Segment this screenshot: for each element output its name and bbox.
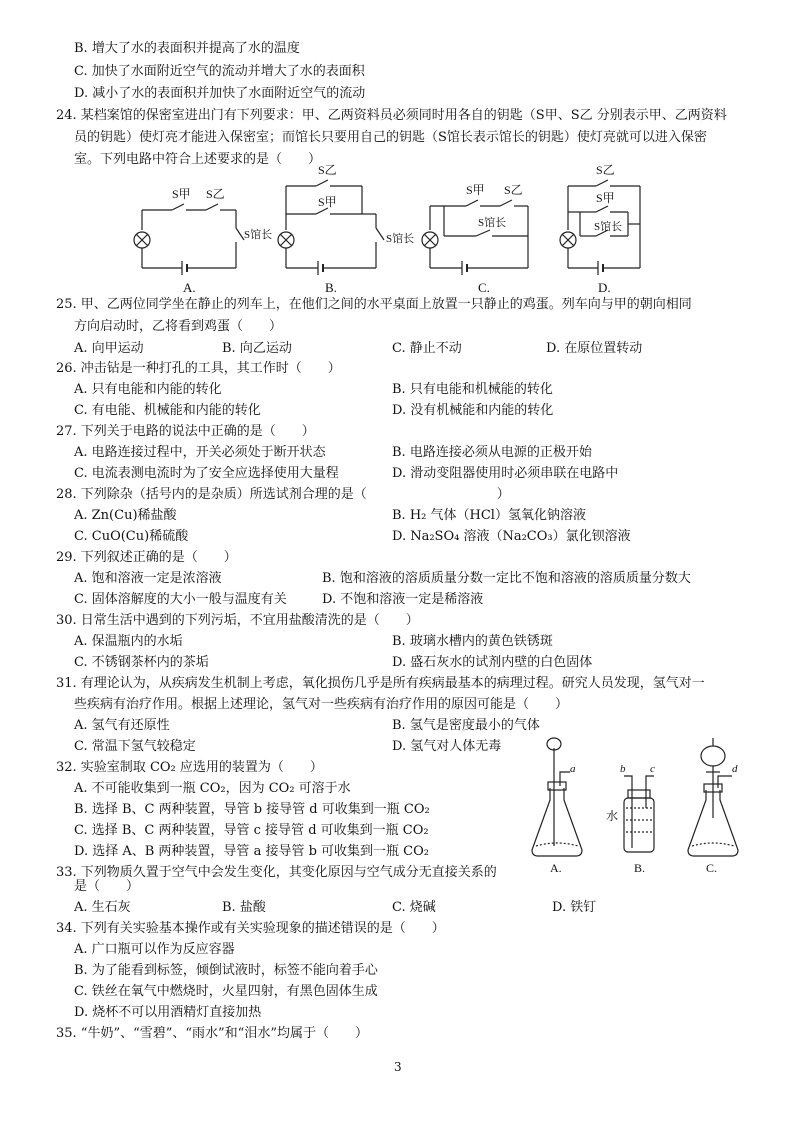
q26-option-d: D. 没有机械能和内能的转化 [392,403,554,418]
q30-option-b: B. 玻璃水槽内的黄色铁锈斑 [392,634,553,649]
q25-option-b: B. 向乙运动 [222,341,292,356]
circuit-c-s-guanzhang: S馆长 [478,217,507,229]
q34-stem: 34. 下列有关实验基本操作或有关实验现象的描述错误的是（ ） [56,921,445,936]
circuit-a-label: A. [183,280,196,295]
q30-option-a: A. 保温瓶内的水垢 [74,634,183,649]
q24-circuit-diagrams [0,158,794,298]
q28-option-a: A. Zn(Cu)稀盐酸 [74,508,177,523]
circuit-b-s-jia: S甲 [318,195,337,209]
q32-stem: 32. 实验室制取 CO₂ 应选用的装置为（ ） [56,760,323,775]
q25-option-d: D. 在原位置转动 [546,341,643,356]
circuit-d-label: D. [598,280,611,295]
q32-option-b: B. 选择 B、C 两种装置，导管 b 接导管 d 可收集到一瓶 CO₂ [74,802,430,817]
q32-option-d: D. 选择 A、B 两种装置，导管 a 接导管 b 可收集到一瓶 CO₂ [74,844,429,859]
q31-stem-line1: 31. 有理论认为，从疾病发生机制上考虑，氧化损伤几乎是所有疾病最基本的病理过程。研究人员发现，氢气对一 [56,676,705,691]
circuit-c [422,183,528,295]
circuit-b-s-guanzhang: S馆长 [386,233,415,245]
q32-option-a: A. 不可能收集到一瓶 CO₂，因为 CO₂ 可溶于水 [74,781,351,796]
q33-option-c: C. 烧碱 [392,900,436,915]
tube-b-label: b [620,763,626,775]
q27-option-b: B. 电路连接必须从电源的正极开始 [392,445,592,460]
q28-option-d: D. Na₂SO₄ 溶液（Na₂CO₃）氯化钡溶液 [392,529,631,544]
circuit-c-s-yi: S乙 [504,183,523,197]
circuit-b [278,163,414,295]
q31-option-c: C. 常温下氢气较稳定 [74,739,196,754]
q34-option-b: B. 为了能看到标签，倾倒试液时，标签不能向着手心 [74,963,378,978]
circuit-b-label: B. [325,280,337,295]
q33-option-d: D. 铁钉 [552,900,597,915]
circuit-a-s-guanzhang: S馆长 [244,229,273,241]
q33-stem-line1: 33. 下列物质久置于空气中会发生变化，其变化原因与空气成分无直接关系的 [56,865,497,880]
q31-option-a: A. 氢气有还原性 [74,718,170,733]
q29-stem: 29. 下列叙述正确的是（ ） [56,550,237,565]
circuit-d-s-yi: S乙 [596,163,615,177]
q27-stem: 27. 下列关于电路的说法中正确的是（ ） [56,424,315,439]
tube-d-label: d [732,763,738,775]
apparatus-b-label: B. [634,861,646,875]
q34-option-c: C. 铁丝在氧气中燃烧时，火星四射，有黑色固体生成 [74,984,378,999]
q33-stem-line2: 是（ ） [74,879,140,894]
circuit-c-label: C. [478,280,490,295]
q30-option-c: C. 不锈钢茶杯内的茶垢 [74,655,209,670]
circuit-c-s-jia: S甲 [466,183,485,197]
q34-option-a: A. 广口瓶可以作为反应容器 [74,942,235,957]
q23-option-b: B. 增大了水的表面积并提高了水的温度 [74,41,300,56]
q29-option-b: B. 饱和溶液的溶质质量分数一定比不饱和溶液的溶质质量分数大 [322,571,691,586]
q30-option-d: D. 盛石灰水的试剂内壁的白色固体 [392,655,593,670]
q28-stem: 28. 下列除杂（括号内的是杂质）所选试剂合理的是（ ） [56,487,510,502]
circuit-a-s-jia: S甲 [172,187,191,201]
q34-option-d: D. 烧杯不可以用酒精灯直接加热 [74,1005,262,1020]
circuit-d-s-jia: S甲 [596,191,615,205]
q27-option-c: C. 电流表测电流时为了安全应选择使用大量程 [74,466,339,481]
apparatus-c [688,738,738,875]
q26-option-b: B. 只有电能和机械能的转化 [392,382,553,397]
q25-stem-line2: 方向启动时，乙将看到鸡蛋（ ） [74,319,283,334]
q31-option-d: D. 氢气对人体无毒 [392,739,502,754]
q31-option-b: B. 氢气是密度最小的气体 [392,718,540,733]
apparatus-a-label: A. [550,861,562,875]
q35-stem: 35. “牛奶”、“雪碧”、“雨水”和“泪水”均属于（ ） [56,1026,368,1041]
q31-stem-line2: 些疾病有治疗作用。根据上述理论，氢气对一些疾病有治疗作用的原因可能是（ ） [74,697,569,712]
apparatus-c-label: C. [706,861,718,875]
q29-option-d: D. 不饱和溶液一定是稀溶液 [322,592,484,607]
q27-option-d: D. 滑动变阻器使用时必须串联在电路中 [392,466,619,481]
q25-option-a: A. 向甲运动 [74,341,144,356]
circuit-a-s-yi: S乙 [206,187,225,201]
q25-stem-line1: 25. 甲、乙两位同学坐在静止的列车上，在他们之间的水平桌面上放置一只静止的鸡蛋。列车向与甲的朝向相同 [56,297,692,312]
q23-option-c: C. 加快了水面附近空气的流动并增大了水的表面积 [74,64,365,79]
circuit-b-s-yi: S乙 [318,163,337,177]
q24-stem-line1: 24. 某档案馆的保密室进出门有下列要求：甲、乙两资料员必须同时用各自的钥匙（S甲、S乙 分别表示甲、乙两资料 [56,108,727,123]
q26-option-c: C. 有电能、机械能和内能的转化 [74,403,261,418]
tube-a-label: a [570,763,576,775]
q25-option-c: C. 静止不动 [392,341,462,356]
apparatus-a [532,738,582,875]
q33-option-b: B. 盐酸 [222,900,266,915]
q28-option-c: C. CuO(Cu)稀硫酸 [74,529,189,544]
q32-apparatus-figure [520,728,780,878]
q26-option-a: A. 只有电能和内能的转化 [74,382,222,397]
apparatus-b [606,763,655,875]
tube-c-label: c [650,763,655,775]
water-label: 水 [606,809,619,823]
q28-option-b: B. H₂ 气体（HCl）氢氧化钠溶液 [392,508,586,523]
q27-option-a: A. 电路连接过程中，开关必须处于断开状态 [74,445,326,460]
q29-option-c: C. 固体溶解度的大小一般与温度有关 [74,592,287,607]
circuit-d [560,163,640,295]
q24-stem-line3: 室。下列电路中符合上述要求的是（ ） [74,152,322,167]
q26-stem: 26. 冲击钻是一种打孔的工具，其工作时（ ） [56,361,341,376]
q32-option-c: C. 选择 B、C 两种装置，导管 c 接导管 d 可收集到一瓶 CO₂ [74,823,429,838]
circuit-a [134,187,272,295]
q33-option-a: A. 生石灰 [74,900,131,915]
q29-option-a: A. 饱和溶液一定是浓溶液 [74,571,222,586]
page-number: 3 [394,1060,402,1074]
circuit-d-s-guanzhang: S馆长 [594,221,623,233]
q23-option-d: D. 减小了水的表面积并加快了水面附近空气的流动 [74,86,366,101]
q30-stem: 30. 日常生活中遇到的下列污垢，不宜用盐酸清洗的是（ ） [56,613,419,628]
q24-stem-line2: 员的钥匙）使灯亮才能进入保密室；而馆长只要用自己的钥匙（S馆长表示馆长的钥匙）使灯亮就可以进入保密 [74,130,707,145]
